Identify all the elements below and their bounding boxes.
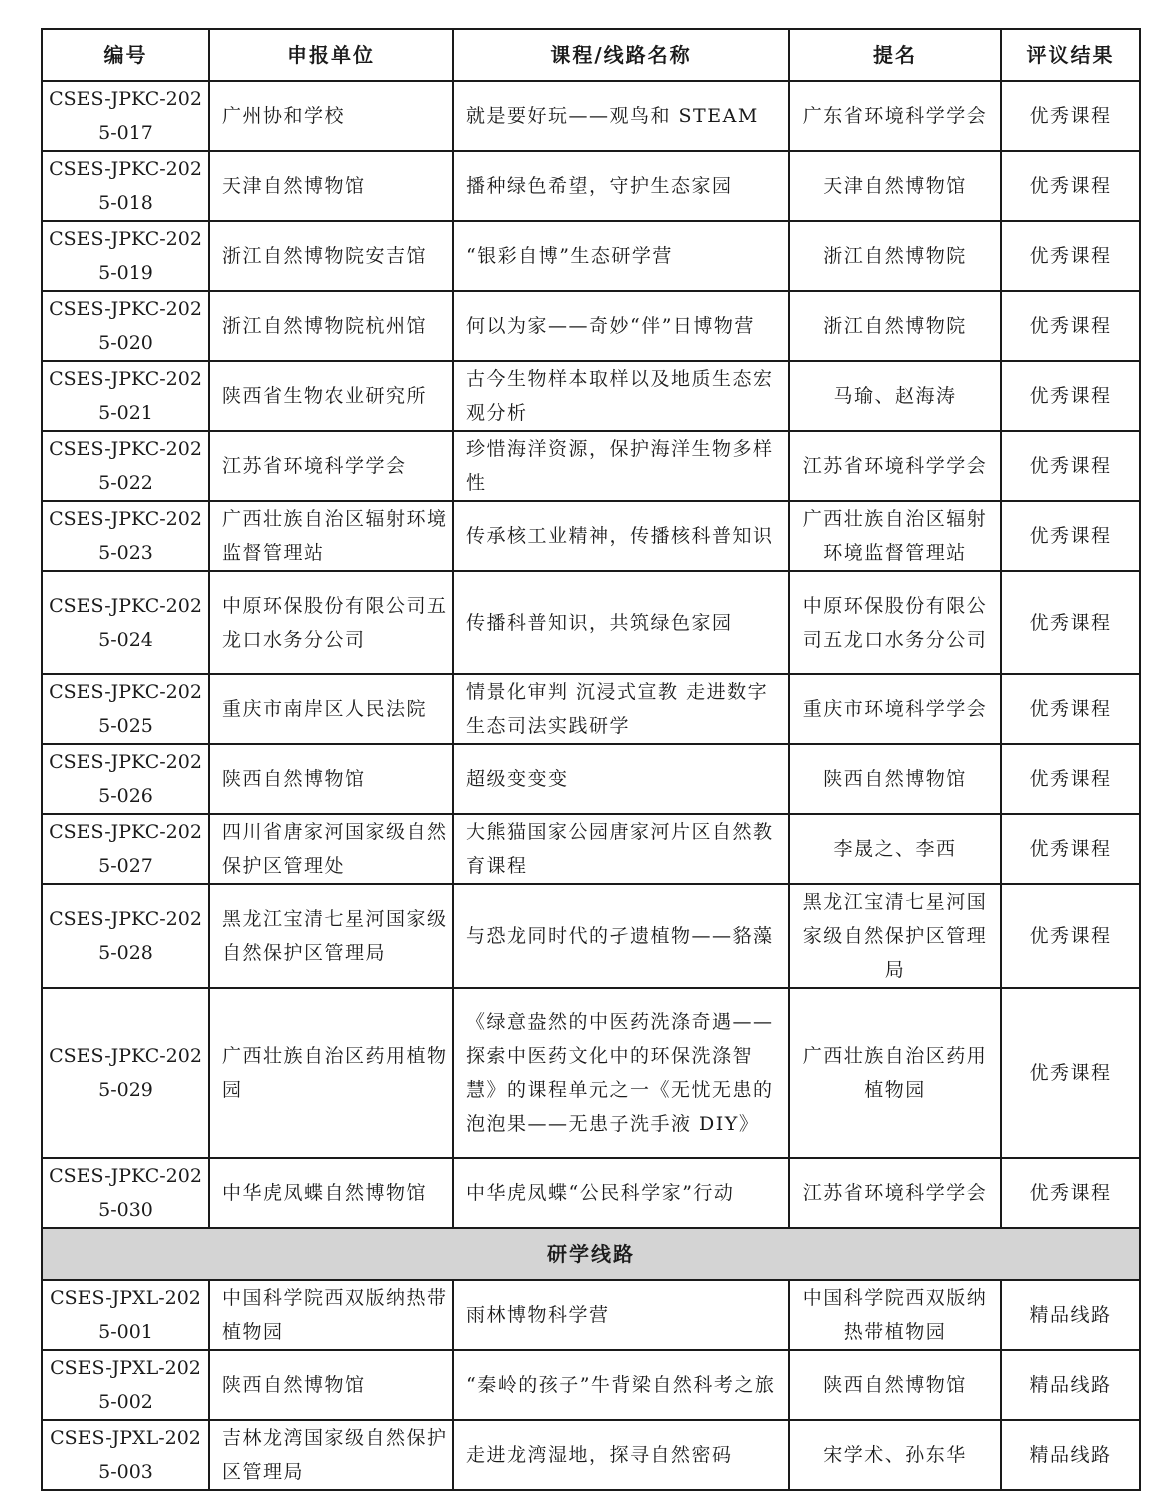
cell-result: 精品线路 <box>1001 1280 1140 1350</box>
cell-name: 传播科普知识，共筑绿色家园 <box>453 571 789 674</box>
header-unit: 申报单位 <box>209 29 453 81</box>
cell-result: 精品线路 <box>1001 1350 1140 1420</box>
cell-nominator: 重庆市环境科学学会 <box>789 674 1001 744</box>
table-row <box>42 1158 1140 1228</box>
cell-name: “秦岭的孩子”牛背梁自然科考之旅 <box>453 1350 789 1420</box>
table-row <box>42 814 1140 884</box>
cell-id: CSES-JPKC-2025-026 <box>42 744 209 814</box>
cell-result: 优秀课程 <box>1001 674 1140 744</box>
cell-nominator: 江苏省环境科学学会 <box>789 431 1001 501</box>
cell-nominator: 浙江自然博物院 <box>789 221 1001 291</box>
table-row <box>42 361 1140 431</box>
cell-result: 优秀课程 <box>1001 744 1140 814</box>
cell-id: CSES-JPXL-2025-003 <box>42 1420 209 1490</box>
cell-result: 优秀课程 <box>1001 151 1140 221</box>
cell-unit: 重庆市南岸区人民法院 <box>209 674 453 744</box>
table-row <box>42 674 1140 744</box>
cell-unit: 四川省唐家河国家级自然保护区管理处 <box>209 814 453 884</box>
cell-unit: 广州协和学校 <box>209 81 453 151</box>
cell-nominator: 宋学术、孙东华 <box>789 1420 1001 1490</box>
table-row <box>42 221 1140 291</box>
cell-id: CSES-JPKC-2025-020 <box>42 291 209 361</box>
cell-name: 播种绿色希望，守护生态家园 <box>453 151 789 221</box>
cell-name: “银彩自博”生态研学营 <box>453 221 789 291</box>
table-row <box>42 1280 1140 1350</box>
cell-nominator: 中国科学院西双版纳热带植物园 <box>789 1280 1001 1350</box>
cell-id: CSES-JPKC-2025-021 <box>42 361 209 431</box>
cell-unit: 浙江自然博物院杭州馆 <box>209 291 453 361</box>
cell-unit: 中原环保股份有限公司五龙口水务分公司 <box>209 571 453 674</box>
cell-nominator: 李晟之、李西 <box>789 814 1001 884</box>
cell-id: CSES-JPKC-2025-027 <box>42 814 209 884</box>
cell-nominator: 浙江自然博物院 <box>789 291 1001 361</box>
table-row <box>42 571 1140 674</box>
cell-id: CSES-JPXL-2025-002 <box>42 1350 209 1420</box>
cell-id: CSES-JPKC-2025-017 <box>42 81 209 151</box>
cell-id: CSES-JPKC-2025-022 <box>42 431 209 501</box>
cell-name: 走进龙湾湿地，探寻自然密码 <box>453 1420 789 1490</box>
cell-nominator: 天津自然博物馆 <box>789 151 1001 221</box>
cell-result: 优秀课程 <box>1001 361 1140 431</box>
cell-name: 就是要好玩——观鸟和 STEAM <box>453 81 789 151</box>
cell-name: 情景化审判 沉浸式宣教 走进数字生态司法实践研学 <box>453 674 789 744</box>
cell-id: CSES-JPKC-2025-025 <box>42 674 209 744</box>
cell-name: 超级变变变 <box>453 744 789 814</box>
table-row <box>42 291 1140 361</box>
cell-nominator: 广东省环境科学学会 <box>789 81 1001 151</box>
cell-unit: 中华虎凤蝶自然博物馆 <box>209 1158 453 1228</box>
cell-id: CSES-JPKC-2025-019 <box>42 221 209 291</box>
cell-result: 优秀课程 <box>1001 431 1140 501</box>
cell-id: CSES-JPXL-2025-001 <box>42 1280 209 1350</box>
cell-result: 优秀课程 <box>1001 1158 1140 1228</box>
header-name: 课程/线路名称 <box>453 29 789 81</box>
cell-name: 古今生物样本取样以及地质生态宏观分析 <box>453 361 789 431</box>
header-id: 编号 <box>42 29 209 81</box>
header-nominator: 提名 <box>789 29 1001 81</box>
cell-id: CSES-JPKC-2025-023 <box>42 501 209 571</box>
cell-name: 大熊猫国家公园唐家河片区自然教育课程 <box>453 814 789 884</box>
cell-result: 优秀课程 <box>1001 571 1140 674</box>
table-row <box>42 151 1140 221</box>
cell-result: 优秀课程 <box>1001 81 1140 151</box>
cell-name: 《绿意盎然的中医药洗涤奇遇——探索中医药文化中的环保洗涤智慧》的课程单元之一《无忧无患的泡泡果——无患子洗手液 DIY》 <box>453 988 789 1158</box>
cell-nominator: 陕西自然博物馆 <box>789 1350 1001 1420</box>
cell-nominator: 马瑜、赵海涛 <box>789 361 1001 431</box>
cell-name: 与恐龙同时代的孑遗植物——貉藻 <box>453 884 789 988</box>
table-row <box>42 884 1140 988</box>
cell-unit: 吉林龙湾国家级自然保护区管理局 <box>209 1420 453 1490</box>
cell-nominator: 黑龙江宝清七星河国家级自然保护区管理局 <box>789 884 1001 988</box>
cell-result: 优秀课程 <box>1001 291 1140 361</box>
table-row <box>42 1350 1140 1420</box>
table-row <box>42 81 1140 151</box>
cell-unit: 天津自然博物馆 <box>209 151 453 221</box>
table-row <box>42 1420 1140 1490</box>
cell-name: 何以为家——奇妙“伴”日博物营 <box>453 291 789 361</box>
cell-name: 中华虎凤蝶“公民科学家”行动 <box>453 1158 789 1228</box>
cell-id: CSES-JPKC-2025-024 <box>42 571 209 674</box>
cell-unit: 黑龙江宝清七星河国家级自然保护区管理局 <box>209 884 453 988</box>
cell-nominator: 广西壮族自治区辐射环境监督管理站 <box>789 501 1001 571</box>
cell-id: CSES-JPKC-2025-018 <box>42 151 209 221</box>
cell-result: 优秀课程 <box>1001 501 1140 571</box>
table-row <box>42 988 1140 1158</box>
cell-id: CSES-JPKC-2025-028 <box>42 884 209 988</box>
cell-unit: 广西壮族自治区药用植物园 <box>209 988 453 1158</box>
cell-unit: 陕西自然博物馆 <box>209 1350 453 1420</box>
cell-nominator: 陕西自然博物馆 <box>789 744 1001 814</box>
cell-result: 优秀课程 <box>1001 988 1140 1158</box>
cell-unit: 浙江自然博物院安吉馆 <box>209 221 453 291</box>
section-row <box>42 1228 1140 1280</box>
cell-nominator: 中原环保股份有限公司五龙口水务分公司 <box>789 571 1001 674</box>
cell-unit: 陕西省生物农业研究所 <box>209 361 453 431</box>
cell-name: 雨林博物科学营 <box>453 1280 789 1350</box>
cell-name: 珍惜海洋资源，保护海洋生物多样性 <box>453 431 789 501</box>
cell-unit: 江苏省环境科学学会 <box>209 431 453 501</box>
cell-id: CSES-JPKC-2025-030 <box>42 1158 209 1228</box>
cell-unit: 陕西自然博物馆 <box>209 744 453 814</box>
table-row <box>42 744 1140 814</box>
results-table <box>41 28 1141 1491</box>
table-row <box>42 431 1140 501</box>
table-row <box>42 501 1140 571</box>
cell-name: 传承核工业精神，传播核科普知识 <box>453 501 789 571</box>
cell-result: 优秀课程 <box>1001 814 1140 884</box>
cell-result: 精品线路 <box>1001 1420 1140 1490</box>
header-result: 评议结果 <box>1001 29 1140 81</box>
cell-nominator: 江苏省环境科学学会 <box>789 1158 1001 1228</box>
section-title: 研学线路 <box>42 1228 1140 1280</box>
cell-result: 优秀课程 <box>1001 884 1140 988</box>
cell-unit: 广西壮族自治区辐射环境监督管理站 <box>209 501 453 571</box>
header-row <box>42 29 1140 81</box>
cell-result: 优秀课程 <box>1001 221 1140 291</box>
cell-unit: 中国科学院西双版纳热带植物园 <box>209 1280 453 1350</box>
cell-nominator: 广西壮族自治区药用植物园 <box>789 988 1001 1158</box>
cell-id: CSES-JPKC-2025-029 <box>42 988 209 1158</box>
